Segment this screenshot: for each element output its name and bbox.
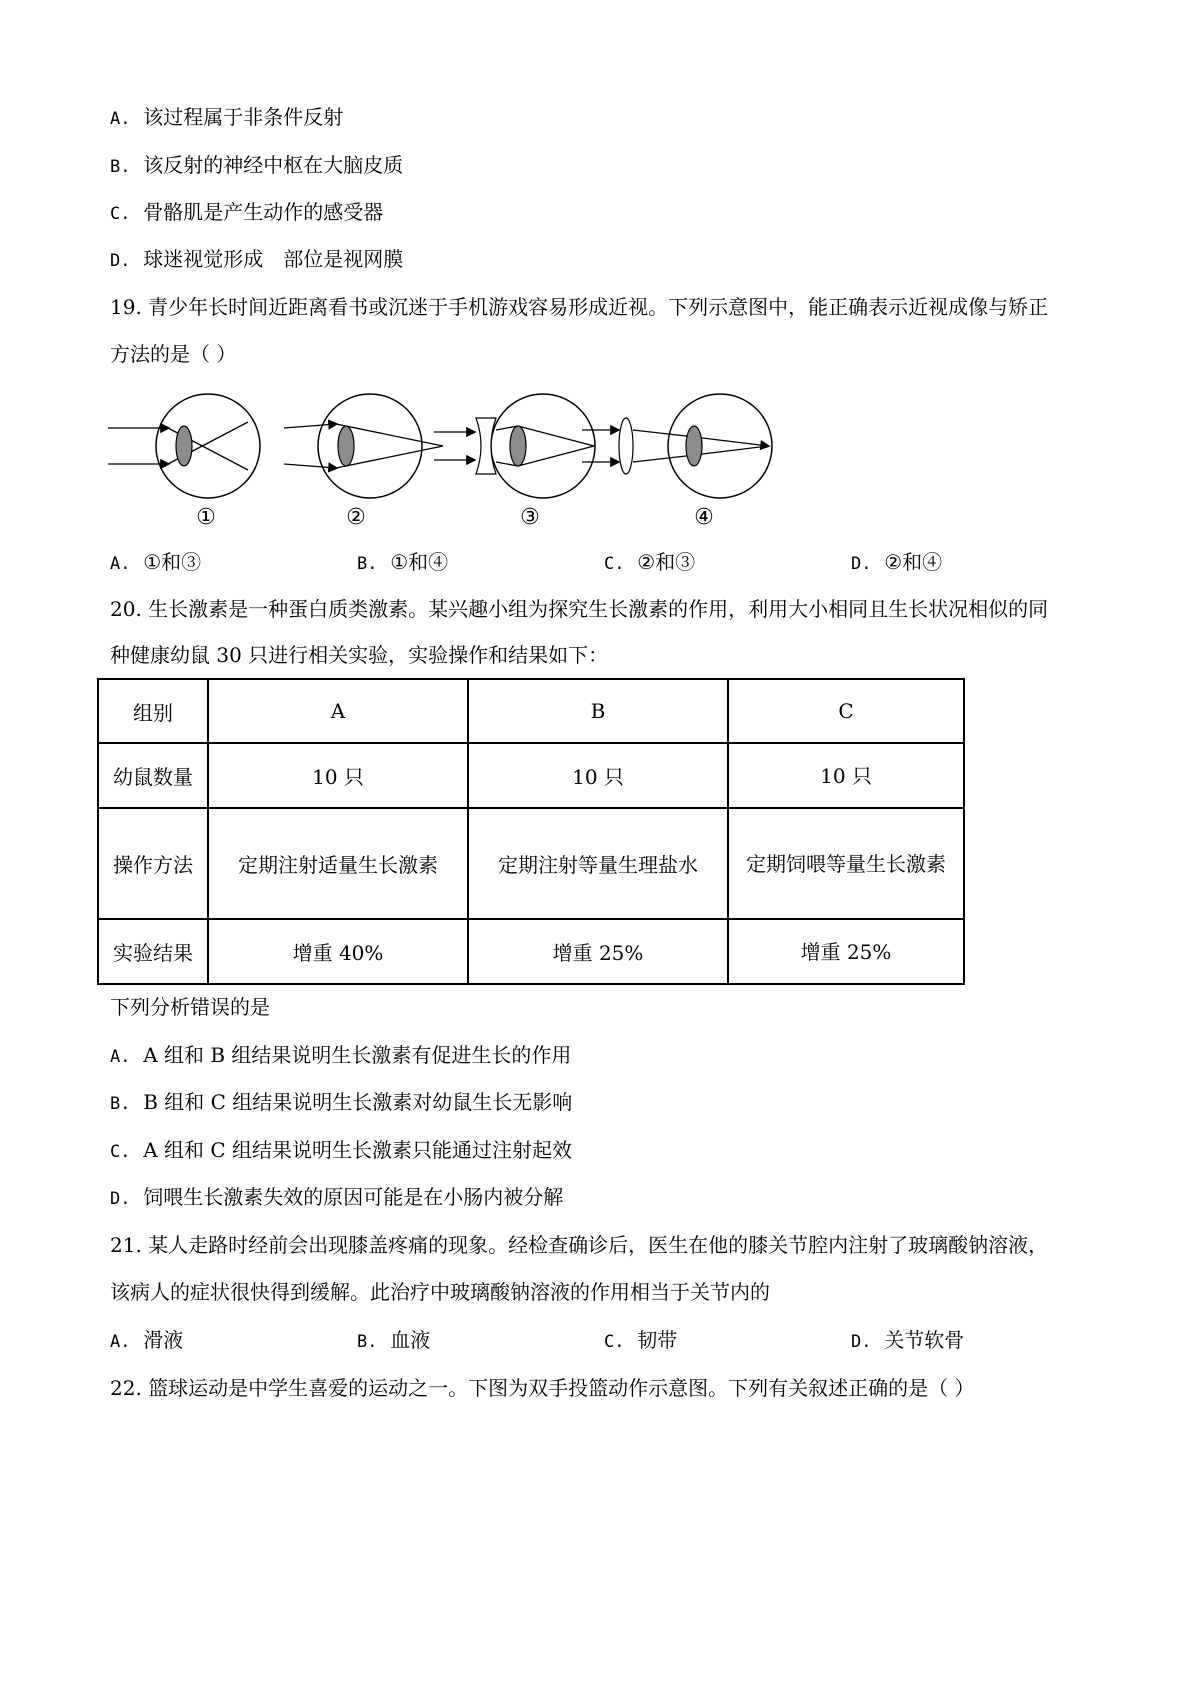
option-text: ②和④	[884, 550, 943, 574]
option-text: 该反射的神经中枢在大脑皮质	[143, 153, 404, 177]
eye-diagram-2	[284, 394, 443, 530]
option-letter: C.	[604, 554, 625, 574]
option-text: ①和③	[143, 550, 202, 574]
table-cell: 操作方法	[98, 808, 208, 919]
figure-label-1: ①	[196, 505, 216, 530]
table-cell: 10 只	[208, 743, 468, 808]
q18-option-d	[110, 245, 403, 275]
option-letter: A.	[110, 554, 131, 574]
option-letter: A.	[110, 1047, 131, 1067]
table-row	[98, 808, 964, 919]
eye-diagram-3	[434, 394, 595, 530]
option-text: B 组和 C 组结果说明生长激素对幼鼠生长无影响	[143, 1090, 573, 1114]
table-cell: B	[468, 679, 728, 743]
option-letter: D.	[851, 554, 872, 574]
table-cell: 实验结果	[98, 919, 208, 984]
figure-label-3: ③	[520, 505, 540, 530]
q20-question: 下列分析错误的是	[110, 995, 270, 1019]
table-cell: 增重 25%	[728, 919, 964, 984]
q18-option-c	[110, 198, 383, 228]
option-letter: B.	[357, 1332, 378, 1352]
table-row	[98, 743, 964, 808]
table-cell: 10 只	[468, 743, 728, 808]
experiment-table	[97, 678, 965, 985]
q21-stem-line2: 该病人的症状很快得到缓解。此治疗中玻璃酸钠溶液的作用相当于关节内的	[110, 1280, 770, 1304]
q19-option-c	[604, 548, 695, 578]
option-text: ②和③	[637, 550, 696, 574]
q22-stem-line1: 22. 篮球运动是中学生喜爱的运动之一。下图为双手投篮动作示意图。下列有关叙述正确的是（ ）	[110, 1376, 975, 1400]
q20-option-c	[110, 1136, 572, 1166]
eye-diagram-1	[108, 394, 260, 530]
option-text: 滑液	[143, 1328, 184, 1352]
q19-stem-line1: 19. 青少年长时间近距离看书或沉迷于手机游戏容易形成近视。下列示意图中，能正确表示近视成像与矫正	[110, 295, 1049, 319]
q20-option-b	[110, 1088, 572, 1118]
q19-option-a	[110, 548, 201, 578]
q20-stem-line2: 种健康幼鼠 30 只进行相关实验，实验操作和结果如下：	[110, 643, 609, 667]
option-letter: C.	[604, 1332, 625, 1352]
q21-option-c	[604, 1326, 677, 1356]
q21-option-d	[851, 1326, 964, 1356]
option-text: A 组和 C 组结果说明生长激素只能通过注射起效	[143, 1138, 573, 1162]
option-letter: A.	[110, 1332, 131, 1352]
figure-label-2: ②	[346, 505, 366, 530]
option-text: 饲喂生长激素失效的原因可能是在小肠内被分解	[143, 1185, 564, 1209]
table-cell: 定期注射适量生长激素	[208, 808, 468, 919]
option-text: 关节软骨	[884, 1328, 965, 1352]
option-text: 血液	[390, 1328, 431, 1352]
table-cell: 定期注射等量生理盐水	[468, 808, 728, 919]
table-cell: 10 只	[728, 743, 964, 808]
option-letter: A.	[110, 109, 131, 129]
table-cell: 增重 40%	[208, 919, 468, 984]
q21-option-a	[110, 1326, 183, 1356]
eye-diagram-figure	[108, 384, 808, 534]
q20-stem-line1: 20. 生长激素是一种蛋白质类激素。某兴趣小组为探究生长激素的作用，利用大小相同且生长状况相似的同	[110, 597, 1049, 621]
q18-option-b	[110, 151, 403, 181]
option-text: ①和④	[390, 550, 449, 574]
option-letter: B.	[110, 1094, 131, 1114]
q20-option-a	[110, 1041, 571, 1071]
table-cell: 组别	[98, 679, 208, 743]
table-cell: C	[728, 679, 964, 743]
option-letter: D.	[851, 1332, 872, 1352]
q19-option-d	[851, 548, 942, 578]
figure-label-4: ④	[694, 505, 714, 530]
table-header-row	[98, 679, 964, 743]
option-text: 该过程属于非条件反射	[143, 105, 344, 129]
q21-stem-line1: 21. 某人走路时经前会出现膝盖疼痛的现象。经检查确诊后，医生在他的膝关节腔内注射了玻璃酸钠溶液，	[110, 1233, 1049, 1257]
table-cell: A	[208, 679, 468, 743]
eye-diagram-4	[582, 394, 772, 530]
q20-option-d	[110, 1183, 563, 1213]
option-letter: B.	[110, 157, 131, 177]
option-text: A 组和 B 组结果说明生长激素有促进生长的作用	[143, 1043, 572, 1067]
table-cell: 定期饲喂等量生长激素	[728, 808, 964, 919]
option-letter: D.	[110, 251, 131, 271]
option-text: 骨骼肌是产生动作的感受器	[143, 200, 384, 224]
q19-option-b	[357, 548, 448, 578]
q19-stem-line2: 方法的是（ ）	[110, 342, 237, 366]
table-row	[98, 919, 964, 984]
table-cell: 幼鼠数量	[98, 743, 208, 808]
option-text: 韧带	[637, 1328, 678, 1352]
q18-option-a	[110, 103, 343, 133]
option-letter: B.	[357, 554, 378, 574]
option-letter: C.	[110, 204, 131, 224]
table-cell: 增重 25%	[468, 919, 728, 984]
option-letter: C.	[110, 1142, 131, 1162]
q21-option-b	[357, 1326, 430, 1356]
option-text: 球迷视觉形成 部位是视网膜	[143, 247, 404, 271]
option-letter: D.	[110, 1189, 131, 1209]
